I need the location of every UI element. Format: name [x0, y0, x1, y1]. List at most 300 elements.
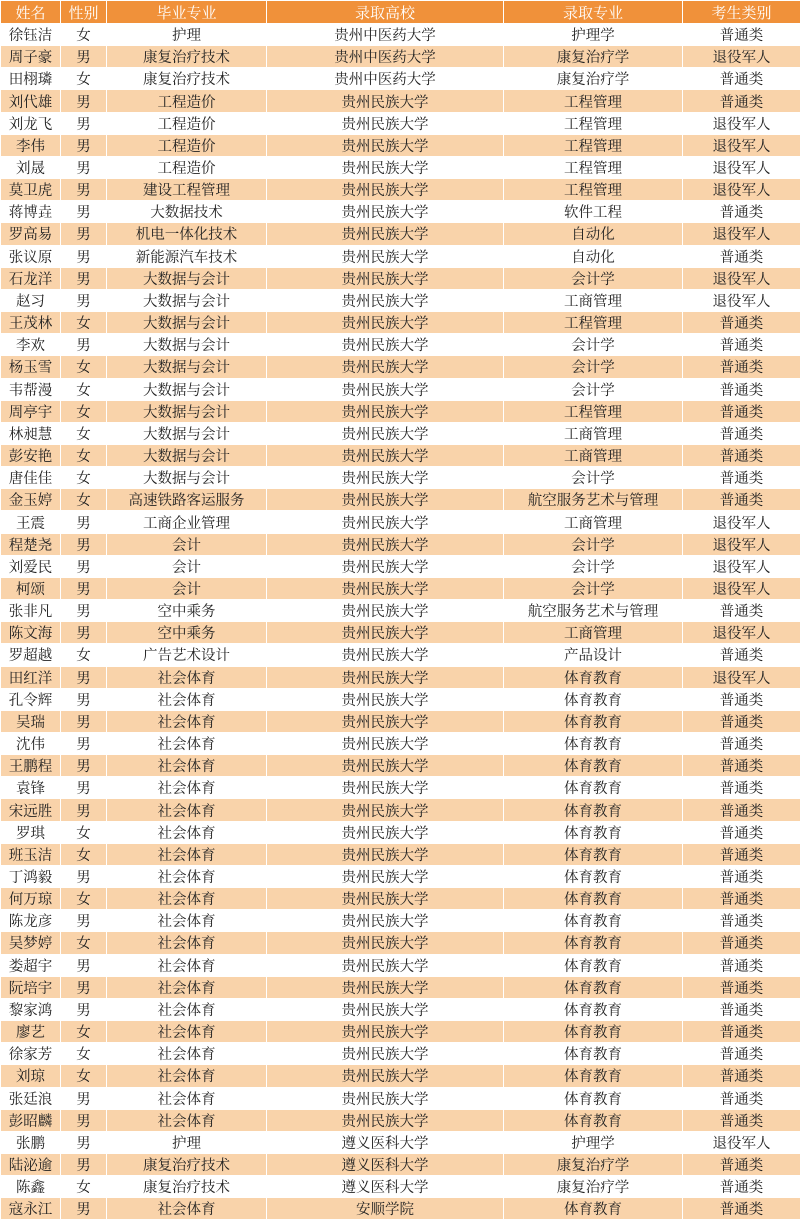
- cell-candidate-category: 退役军人: [683, 555, 800, 577]
- cell-admitted-major: 工程管理: [504, 156, 683, 178]
- table-row: [1, 179, 800, 201]
- cell-admitted-university: 贵州民族大学: [267, 910, 504, 932]
- cell-admitted-major: 体育教育: [504, 710, 683, 732]
- cell-admitted-university: 贵州民族大学: [267, 267, 504, 289]
- cell-gender: 男: [61, 1198, 107, 1220]
- table-row: [1, 777, 800, 799]
- cell-candidate-category: 普通类: [683, 1198, 800, 1220]
- cell-graduation-major: 社会体育: [107, 954, 267, 976]
- cell-name: 张议原: [1, 245, 61, 267]
- cell-name: 田红洋: [1, 666, 61, 688]
- cell-gender: 男: [61, 755, 107, 777]
- cell-candidate-category: 退役军人: [683, 267, 800, 289]
- cell-admitted-university: 贵州民族大学: [267, 755, 504, 777]
- cell-name: 宋远胜: [1, 799, 61, 821]
- cell-gender: 女: [61, 467, 107, 489]
- cell-admitted-university: 贵州民族大学: [267, 422, 504, 444]
- cell-candidate-category: 普通类: [683, 910, 800, 932]
- cell-graduation-major: 新能源汽车技术: [107, 245, 267, 267]
- cell-graduation-major: 广告艺术设计: [107, 644, 267, 666]
- cell-name: 金玉婷: [1, 489, 61, 511]
- table-row: [1, 843, 800, 865]
- cell-admitted-major: 工商管理: [504, 511, 683, 533]
- table-row: [1, 312, 800, 334]
- table-row: [1, 1021, 800, 1043]
- cell-admitted-major: 康复治疗学: [504, 68, 683, 90]
- cell-name: 张廷浪: [1, 1087, 61, 1109]
- cell-graduation-major: 社会体育: [107, 976, 267, 998]
- table-row: [1, 289, 800, 311]
- header-admitted-major: 录取专业: [504, 1, 683, 24]
- cell-admitted-university: 贵州民族大学: [267, 1065, 504, 1087]
- cell-name: 李伟: [1, 134, 61, 156]
- cell-name: 丁鸿毅: [1, 865, 61, 887]
- cell-candidate-category: 普通类: [683, 954, 800, 976]
- table-row: [1, 90, 800, 112]
- header-admitted-university: 录取高校: [267, 1, 504, 24]
- cell-name: 彭昭麟: [1, 1109, 61, 1131]
- cell-name: 李欢: [1, 334, 61, 356]
- cell-admitted-university: 贵州民族大学: [267, 954, 504, 976]
- table-row: [1, 577, 800, 599]
- cell-candidate-category: 普通类: [683, 1153, 800, 1175]
- cell-graduation-major: 工程造价: [107, 90, 267, 112]
- cell-admitted-major: 体育教育: [504, 1021, 683, 1043]
- cell-gender: 男: [61, 245, 107, 267]
- cell-admitted-major: 软件工程: [504, 201, 683, 223]
- cell-candidate-category: 退役军人: [683, 577, 800, 599]
- header-candidate-category: 考生类别: [683, 1, 800, 24]
- cell-name: 何万琼: [1, 888, 61, 910]
- cell-admitted-university: 贵州民族大学: [267, 467, 504, 489]
- cell-admitted-major: 体育教育: [504, 910, 683, 932]
- cell-graduation-major: 高速铁路客运服务: [107, 489, 267, 511]
- table-row: [1, 932, 800, 954]
- cell-name: 徐钰洁: [1, 24, 61, 46]
- cell-graduation-major: 康复治疗技术: [107, 46, 267, 68]
- cell-admitted-university: 贵州民族大学: [267, 156, 504, 178]
- cell-admitted-university: 贵州民族大学: [267, 334, 504, 356]
- cell-gender: 男: [61, 46, 107, 68]
- cell-admitted-university: 贵州民族大学: [267, 644, 504, 666]
- table-row: [1, 422, 800, 444]
- cell-candidate-category: 普通类: [683, 68, 800, 90]
- cell-name: 黎家鸿: [1, 998, 61, 1020]
- cell-name: 程楚尧: [1, 533, 61, 555]
- table-row: [1, 1153, 800, 1175]
- cell-admitted-university: 贵州民族大学: [267, 622, 504, 644]
- cell-gender: 男: [61, 600, 107, 622]
- cell-admitted-university: 贵州民族大学: [267, 843, 504, 865]
- header-graduation-major: 毕业专业: [107, 1, 267, 24]
- cell-gender: 男: [61, 710, 107, 732]
- cell-name: 莫卫虎: [1, 179, 61, 201]
- cell-graduation-major: 社会体育: [107, 1021, 267, 1043]
- cell-admitted-university: 贵州民族大学: [267, 821, 504, 843]
- cell-gender: 女: [61, 400, 107, 422]
- cell-graduation-major: 社会体育: [107, 666, 267, 688]
- cell-admitted-university: 贵州民族大学: [267, 1087, 504, 1109]
- table-row: [1, 533, 800, 555]
- table-row: [1, 68, 800, 90]
- cell-candidate-category: 退役军人: [683, 1131, 800, 1153]
- cell-graduation-major: 社会体育: [107, 777, 267, 799]
- cell-gender: 女: [61, 1176, 107, 1198]
- cell-admitted-major: 会计学: [504, 555, 683, 577]
- header-gender: 性别: [61, 1, 107, 24]
- cell-name: 杨玉雪: [1, 356, 61, 378]
- cell-candidate-category: 普通类: [683, 644, 800, 666]
- cell-gender: 男: [61, 179, 107, 201]
- cell-name: 彭安艳: [1, 444, 61, 466]
- cell-graduation-major: 工商企业管理: [107, 511, 267, 533]
- header-name: 姓名: [1, 1, 61, 24]
- cell-admitted-major: 工程管理: [504, 90, 683, 112]
- cell-graduation-major: 社会体育: [107, 799, 267, 821]
- cell-candidate-category: 普通类: [683, 865, 800, 887]
- cell-admitted-major: 体育教育: [504, 976, 683, 998]
- cell-graduation-major: 护理: [107, 24, 267, 46]
- table-row: [1, 888, 800, 910]
- cell-admitted-major: 体育教育: [504, 777, 683, 799]
- cell-graduation-major: 社会体育: [107, 710, 267, 732]
- cell-admitted-university: 贵州民族大学: [267, 710, 504, 732]
- cell-candidate-category: 普通类: [683, 821, 800, 843]
- cell-candidate-category: 普通类: [683, 1021, 800, 1043]
- cell-name: 娄超宇: [1, 954, 61, 976]
- cell-admitted-university: 遵义医科大学: [267, 1176, 504, 1198]
- table-row: [1, 444, 800, 466]
- cell-gender: 男: [61, 799, 107, 821]
- cell-name: 陆泌逾: [1, 1153, 61, 1175]
- cell-admitted-university: 贵州民族大学: [267, 1021, 504, 1043]
- cell-graduation-major: 社会体育: [107, 888, 267, 910]
- cell-gender: 女: [61, 422, 107, 444]
- cell-candidate-category: 普通类: [683, 90, 800, 112]
- table-row: [1, 998, 800, 1020]
- cell-candidate-category: 退役军人: [683, 156, 800, 178]
- cell-gender: 女: [61, 1021, 107, 1043]
- cell-candidate-category: 退役军人: [683, 223, 800, 245]
- cell-candidate-category: 普通类: [683, 378, 800, 400]
- cell-gender: 男: [61, 865, 107, 887]
- cell-name: 廖艺: [1, 1021, 61, 1043]
- cell-gender: 男: [61, 511, 107, 533]
- cell-admitted-major: 工程管理: [504, 112, 683, 134]
- cell-admitted-university: 贵州民族大学: [267, 533, 504, 555]
- table-row: [1, 733, 800, 755]
- cell-candidate-category: 普通类: [683, 24, 800, 46]
- cell-name: 周亭宇: [1, 400, 61, 422]
- cell-gender: 男: [61, 777, 107, 799]
- cell-gender: 男: [61, 134, 107, 156]
- cell-admitted-major: 会计学: [504, 577, 683, 599]
- cell-name: 吴瑞: [1, 710, 61, 732]
- cell-gender: 男: [61, 688, 107, 710]
- cell-admitted-major: 会计学: [504, 267, 683, 289]
- cell-admitted-major: 航空服务艺术与管理: [504, 600, 683, 622]
- cell-gender: 女: [61, 312, 107, 334]
- header-row: [1, 1, 800, 24]
- cell-gender: 男: [61, 90, 107, 112]
- cell-admitted-major: 工程管理: [504, 179, 683, 201]
- cell-graduation-major: 社会体育: [107, 932, 267, 954]
- cell-candidate-category: 普通类: [683, 1065, 800, 1087]
- cell-admitted-major: 体育教育: [504, 688, 683, 710]
- cell-gender: 男: [61, 1109, 107, 1131]
- cell-name: 阮培宇: [1, 976, 61, 998]
- cell-admitted-university: 贵州民族大学: [267, 976, 504, 998]
- cell-gender: 男: [61, 976, 107, 998]
- cell-admitted-major: 产品设计: [504, 644, 683, 666]
- cell-name: 刘爱民: [1, 555, 61, 577]
- table-row: [1, 245, 800, 267]
- cell-graduation-major: 社会体育: [107, 1109, 267, 1131]
- cell-candidate-category: 普通类: [683, 733, 800, 755]
- cell-candidate-category: 普通类: [683, 600, 800, 622]
- cell-candidate-category: 普通类: [683, 888, 800, 910]
- cell-gender: 男: [61, 156, 107, 178]
- cell-name: 林昶慧: [1, 422, 61, 444]
- cell-admitted-major: 会计学: [504, 356, 683, 378]
- cell-graduation-major: 康复治疗技术: [107, 68, 267, 90]
- cell-graduation-major: 大数据与会计: [107, 378, 267, 400]
- cell-gender: 男: [61, 998, 107, 1020]
- cell-candidate-category: 普通类: [683, 755, 800, 777]
- cell-admitted-major: 体育教育: [504, 888, 683, 910]
- cell-admitted-university: 贵州民族大学: [267, 600, 504, 622]
- table-row: [1, 24, 800, 46]
- cell-candidate-category: 普通类: [683, 201, 800, 223]
- cell-gender: 男: [61, 733, 107, 755]
- cell-graduation-major: 护理: [107, 1131, 267, 1153]
- cell-gender: 女: [61, 444, 107, 466]
- cell-admitted-major: 会计学: [504, 467, 683, 489]
- cell-admitted-university: 贵州民族大学: [267, 577, 504, 599]
- table-row: [1, 622, 800, 644]
- table-row: [1, 821, 800, 843]
- cell-name: 刘琼: [1, 1065, 61, 1087]
- cell-admitted-major: 体育教育: [504, 821, 683, 843]
- cell-gender: 女: [61, 1043, 107, 1065]
- cell-candidate-category: 退役军人: [683, 511, 800, 533]
- cell-admitted-university: 遵义医科大学: [267, 1153, 504, 1175]
- cell-graduation-major: 社会体育: [107, 998, 267, 1020]
- cell-candidate-category: 普通类: [683, 932, 800, 954]
- cell-admitted-university: 贵州民族大学: [267, 378, 504, 400]
- cell-admitted-major: 康复治疗学: [504, 1153, 683, 1175]
- cell-admitted-major: 体育教育: [504, 843, 683, 865]
- cell-gender: 男: [61, 223, 107, 245]
- cell-gender: 女: [61, 821, 107, 843]
- cell-admitted-university: 贵州民族大学: [267, 356, 504, 378]
- cell-admitted-university: 贵州中医药大学: [267, 24, 504, 46]
- cell-gender: 女: [61, 644, 107, 666]
- cell-candidate-category: 普通类: [683, 777, 800, 799]
- cell-gender: 女: [61, 24, 107, 46]
- cell-admitted-university: 贵州民族大学: [267, 134, 504, 156]
- cell-admitted-major: 护理学: [504, 24, 683, 46]
- cell-graduation-major: 会计: [107, 577, 267, 599]
- cell-gender: 女: [61, 378, 107, 400]
- cell-name: 蒋博垚: [1, 201, 61, 223]
- table-row: [1, 954, 800, 976]
- cell-admitted-university: 贵州民族大学: [267, 1043, 504, 1065]
- cell-admitted-major: 工商管理: [504, 289, 683, 311]
- cell-gender: 女: [61, 489, 107, 511]
- table-row: [1, 156, 800, 178]
- table-header: [1, 1, 800, 24]
- table-row: [1, 46, 800, 68]
- cell-name: 张非凡: [1, 600, 61, 622]
- cell-admitted-major: 体育教育: [504, 865, 683, 887]
- cell-name: 赵习: [1, 289, 61, 311]
- cell-gender: 女: [61, 356, 107, 378]
- cell-admitted-major: 体育教育: [504, 666, 683, 688]
- cell-name: 沈伟: [1, 733, 61, 755]
- cell-graduation-major: 社会体育: [107, 688, 267, 710]
- cell-admitted-major: 体育教育: [504, 1198, 683, 1220]
- cell-name: 刘晟: [1, 156, 61, 178]
- cell-name: 寇永江: [1, 1198, 61, 1220]
- cell-gender: 男: [61, 555, 107, 577]
- cell-gender: 女: [61, 888, 107, 910]
- cell-name: 孔令辉: [1, 688, 61, 710]
- cell-name: 王鹏程: [1, 755, 61, 777]
- cell-name: 徐家芳: [1, 1043, 61, 1065]
- cell-name: 陈文海: [1, 622, 61, 644]
- cell-candidate-category: 退役军人: [683, 533, 800, 555]
- cell-admitted-university: 贵州民族大学: [267, 489, 504, 511]
- table-row: [1, 112, 800, 134]
- cell-candidate-category: 普通类: [683, 688, 800, 710]
- cell-candidate-category: 普通类: [683, 245, 800, 267]
- cell-candidate-category: 退役军人: [683, 622, 800, 644]
- cell-admitted-major: 工程管理: [504, 134, 683, 156]
- cell-graduation-major: 社会体育: [107, 733, 267, 755]
- cell-candidate-category: 普通类: [683, 1043, 800, 1065]
- cell-admitted-university: 贵州民族大学: [267, 289, 504, 311]
- cell-graduation-major: 社会体育: [107, 843, 267, 865]
- cell-candidate-category: 退役军人: [683, 289, 800, 311]
- cell-graduation-major: 社会体育: [107, 755, 267, 777]
- table-row: [1, 1087, 800, 1109]
- table-row: [1, 865, 800, 887]
- table-row: [1, 644, 800, 666]
- table-row: [1, 489, 800, 511]
- table-row: [1, 134, 800, 156]
- cell-graduation-major: 大数据与会计: [107, 467, 267, 489]
- cell-graduation-major: 社会体育: [107, 821, 267, 843]
- table-row: [1, 710, 800, 732]
- table-row: [1, 378, 800, 400]
- cell-admitted-major: 会计学: [504, 334, 683, 356]
- cell-gender: 男: [61, 954, 107, 976]
- cell-admitted-major: 体育教育: [504, 998, 683, 1020]
- cell-graduation-major: 工程造价: [107, 112, 267, 134]
- cell-candidate-category: 普通类: [683, 312, 800, 334]
- cell-admitted-major: 工商管理: [504, 422, 683, 444]
- cell-gender: 男: [61, 334, 107, 356]
- table-row: [1, 688, 800, 710]
- cell-gender: 男: [61, 1087, 107, 1109]
- cell-candidate-category: 普通类: [683, 1176, 800, 1198]
- cell-graduation-major: 工程造价: [107, 156, 267, 178]
- cell-admitted-major: 体育教育: [504, 932, 683, 954]
- cell-graduation-major: 大数据与会计: [107, 400, 267, 422]
- cell-graduation-major: 社会体育: [107, 865, 267, 887]
- cell-graduation-major: 机电一体化技术: [107, 223, 267, 245]
- cell-admitted-major: 体育教育: [504, 1043, 683, 1065]
- cell-gender: 男: [61, 201, 107, 223]
- table-row: [1, 555, 800, 577]
- cell-admitted-major: 康复治疗学: [504, 1176, 683, 1198]
- cell-candidate-category: 退役军人: [683, 112, 800, 134]
- cell-graduation-major: 大数据与会计: [107, 334, 267, 356]
- cell-graduation-major: 大数据与会计: [107, 444, 267, 466]
- cell-gender: 男: [61, 577, 107, 599]
- cell-candidate-category: 普通类: [683, 1109, 800, 1131]
- cell-admitted-university: 贵州民族大学: [267, 112, 504, 134]
- cell-candidate-category: 普通类: [683, 998, 800, 1020]
- table-row: [1, 976, 800, 998]
- table-row: [1, 1176, 800, 1198]
- cell-admitted-major: 康复治疗学: [504, 46, 683, 68]
- cell-name: 王茂林: [1, 312, 61, 334]
- cell-graduation-major: 大数据与会计: [107, 356, 267, 378]
- table-row: [1, 467, 800, 489]
- cell-name: 班玉洁: [1, 843, 61, 865]
- cell-admitted-university: 安顺学院: [267, 1198, 504, 1220]
- cell-graduation-major: 大数据与会计: [107, 289, 267, 311]
- cell-name: 袁锋: [1, 777, 61, 799]
- cell-name: 罗高易: [1, 223, 61, 245]
- table-row: [1, 511, 800, 533]
- cell-candidate-category: 退役军人: [683, 179, 800, 201]
- table-row: [1, 755, 800, 777]
- cell-admitted-major: 工程管理: [504, 400, 683, 422]
- cell-graduation-major: 空中乘务: [107, 600, 267, 622]
- cell-name: 吴梦婷: [1, 932, 61, 954]
- cell-admitted-university: 贵州民族大学: [267, 932, 504, 954]
- table-row: [1, 1043, 800, 1065]
- cell-gender: 男: [61, 112, 107, 134]
- cell-admitted-university: 贵州民族大学: [267, 1109, 504, 1131]
- table-body: [1, 24, 800, 1220]
- cell-graduation-major: 社会体育: [107, 1087, 267, 1109]
- cell-admitted-university: 贵州民族大学: [267, 312, 504, 334]
- cell-admitted-university: 贵州民族大学: [267, 733, 504, 755]
- table-row: [1, 1065, 800, 1087]
- cell-admitted-major: 自动化: [504, 223, 683, 245]
- cell-graduation-major: 社会体育: [107, 1198, 267, 1220]
- cell-gender: 男: [61, 1131, 107, 1153]
- cell-admitted-major: 体育教育: [504, 1065, 683, 1087]
- cell-graduation-major: 空中乘务: [107, 622, 267, 644]
- cell-admitted-major: 体育教育: [504, 1109, 683, 1131]
- table-row: [1, 400, 800, 422]
- cell-admitted-major: 会计学: [504, 533, 683, 555]
- cell-gender: 女: [61, 932, 107, 954]
- cell-admitted-university: 贵州民族大学: [267, 865, 504, 887]
- cell-candidate-category: 普通类: [683, 400, 800, 422]
- cell-admitted-university: 贵州民族大学: [267, 201, 504, 223]
- cell-gender: 男: [61, 910, 107, 932]
- cell-name: 石龙洋: [1, 267, 61, 289]
- cell-name: 刘代雄: [1, 90, 61, 112]
- cell-admitted-university: 贵州民族大学: [267, 400, 504, 422]
- table-row: [1, 223, 800, 245]
